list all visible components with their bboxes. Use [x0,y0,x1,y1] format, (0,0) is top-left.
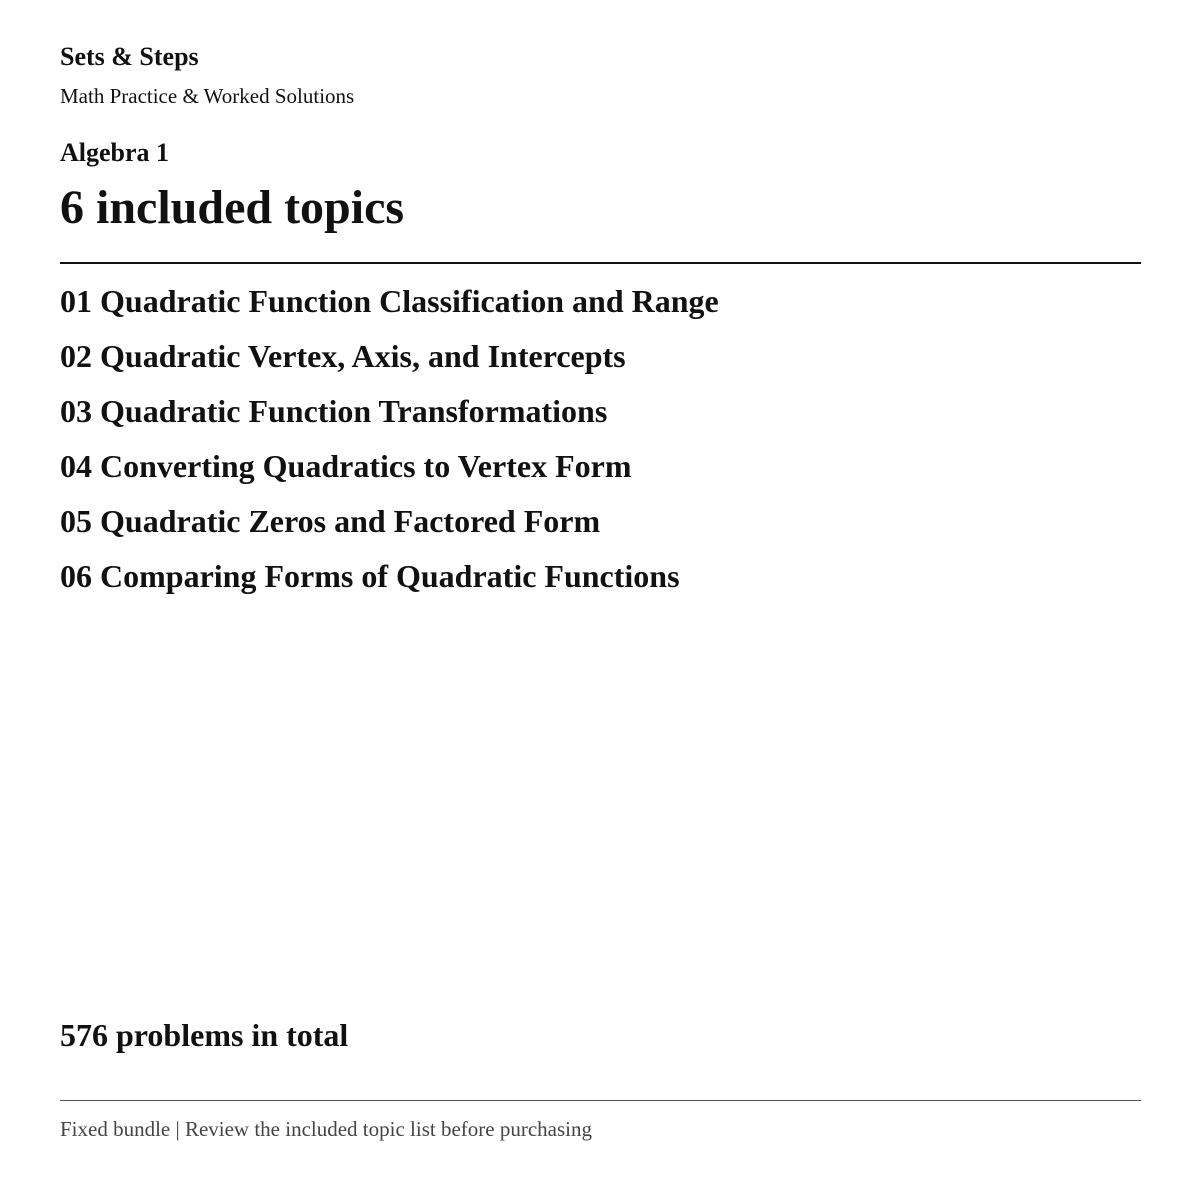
page-title: 6 included topics [60,181,405,234]
topic-item: 06 Comparing Forms of Quadratic Functions [60,558,680,594]
footer-divider [60,1100,1141,1101]
brand-name: Sets & Steps [60,42,199,71]
topic-item: 02 Quadratic Vertex, Axis, and Intercepts [60,338,626,374]
course-name: Algebra 1 [60,138,170,167]
total-problems: 576 problems in total [60,1017,349,1053]
topic-item: 05 Quadratic Zeros and Factored Form [60,503,601,539]
topic-item: 01 Quadratic Function Classification and Range [60,283,719,319]
topic-list [60,280,719,610]
heading-divider [60,262,1141,264]
brand-tagline: Math Practice & Worked Solutions [60,84,355,108]
topic-item: 04 Converting Quadratics to Vertex Form [60,448,632,484]
footer-note: Fixed bundle | Review the included topic list before purchasing [60,1117,592,1141]
topic-item: 03 Quadratic Function Transformations [60,393,608,429]
product-sheet [60,0,1141,1200]
